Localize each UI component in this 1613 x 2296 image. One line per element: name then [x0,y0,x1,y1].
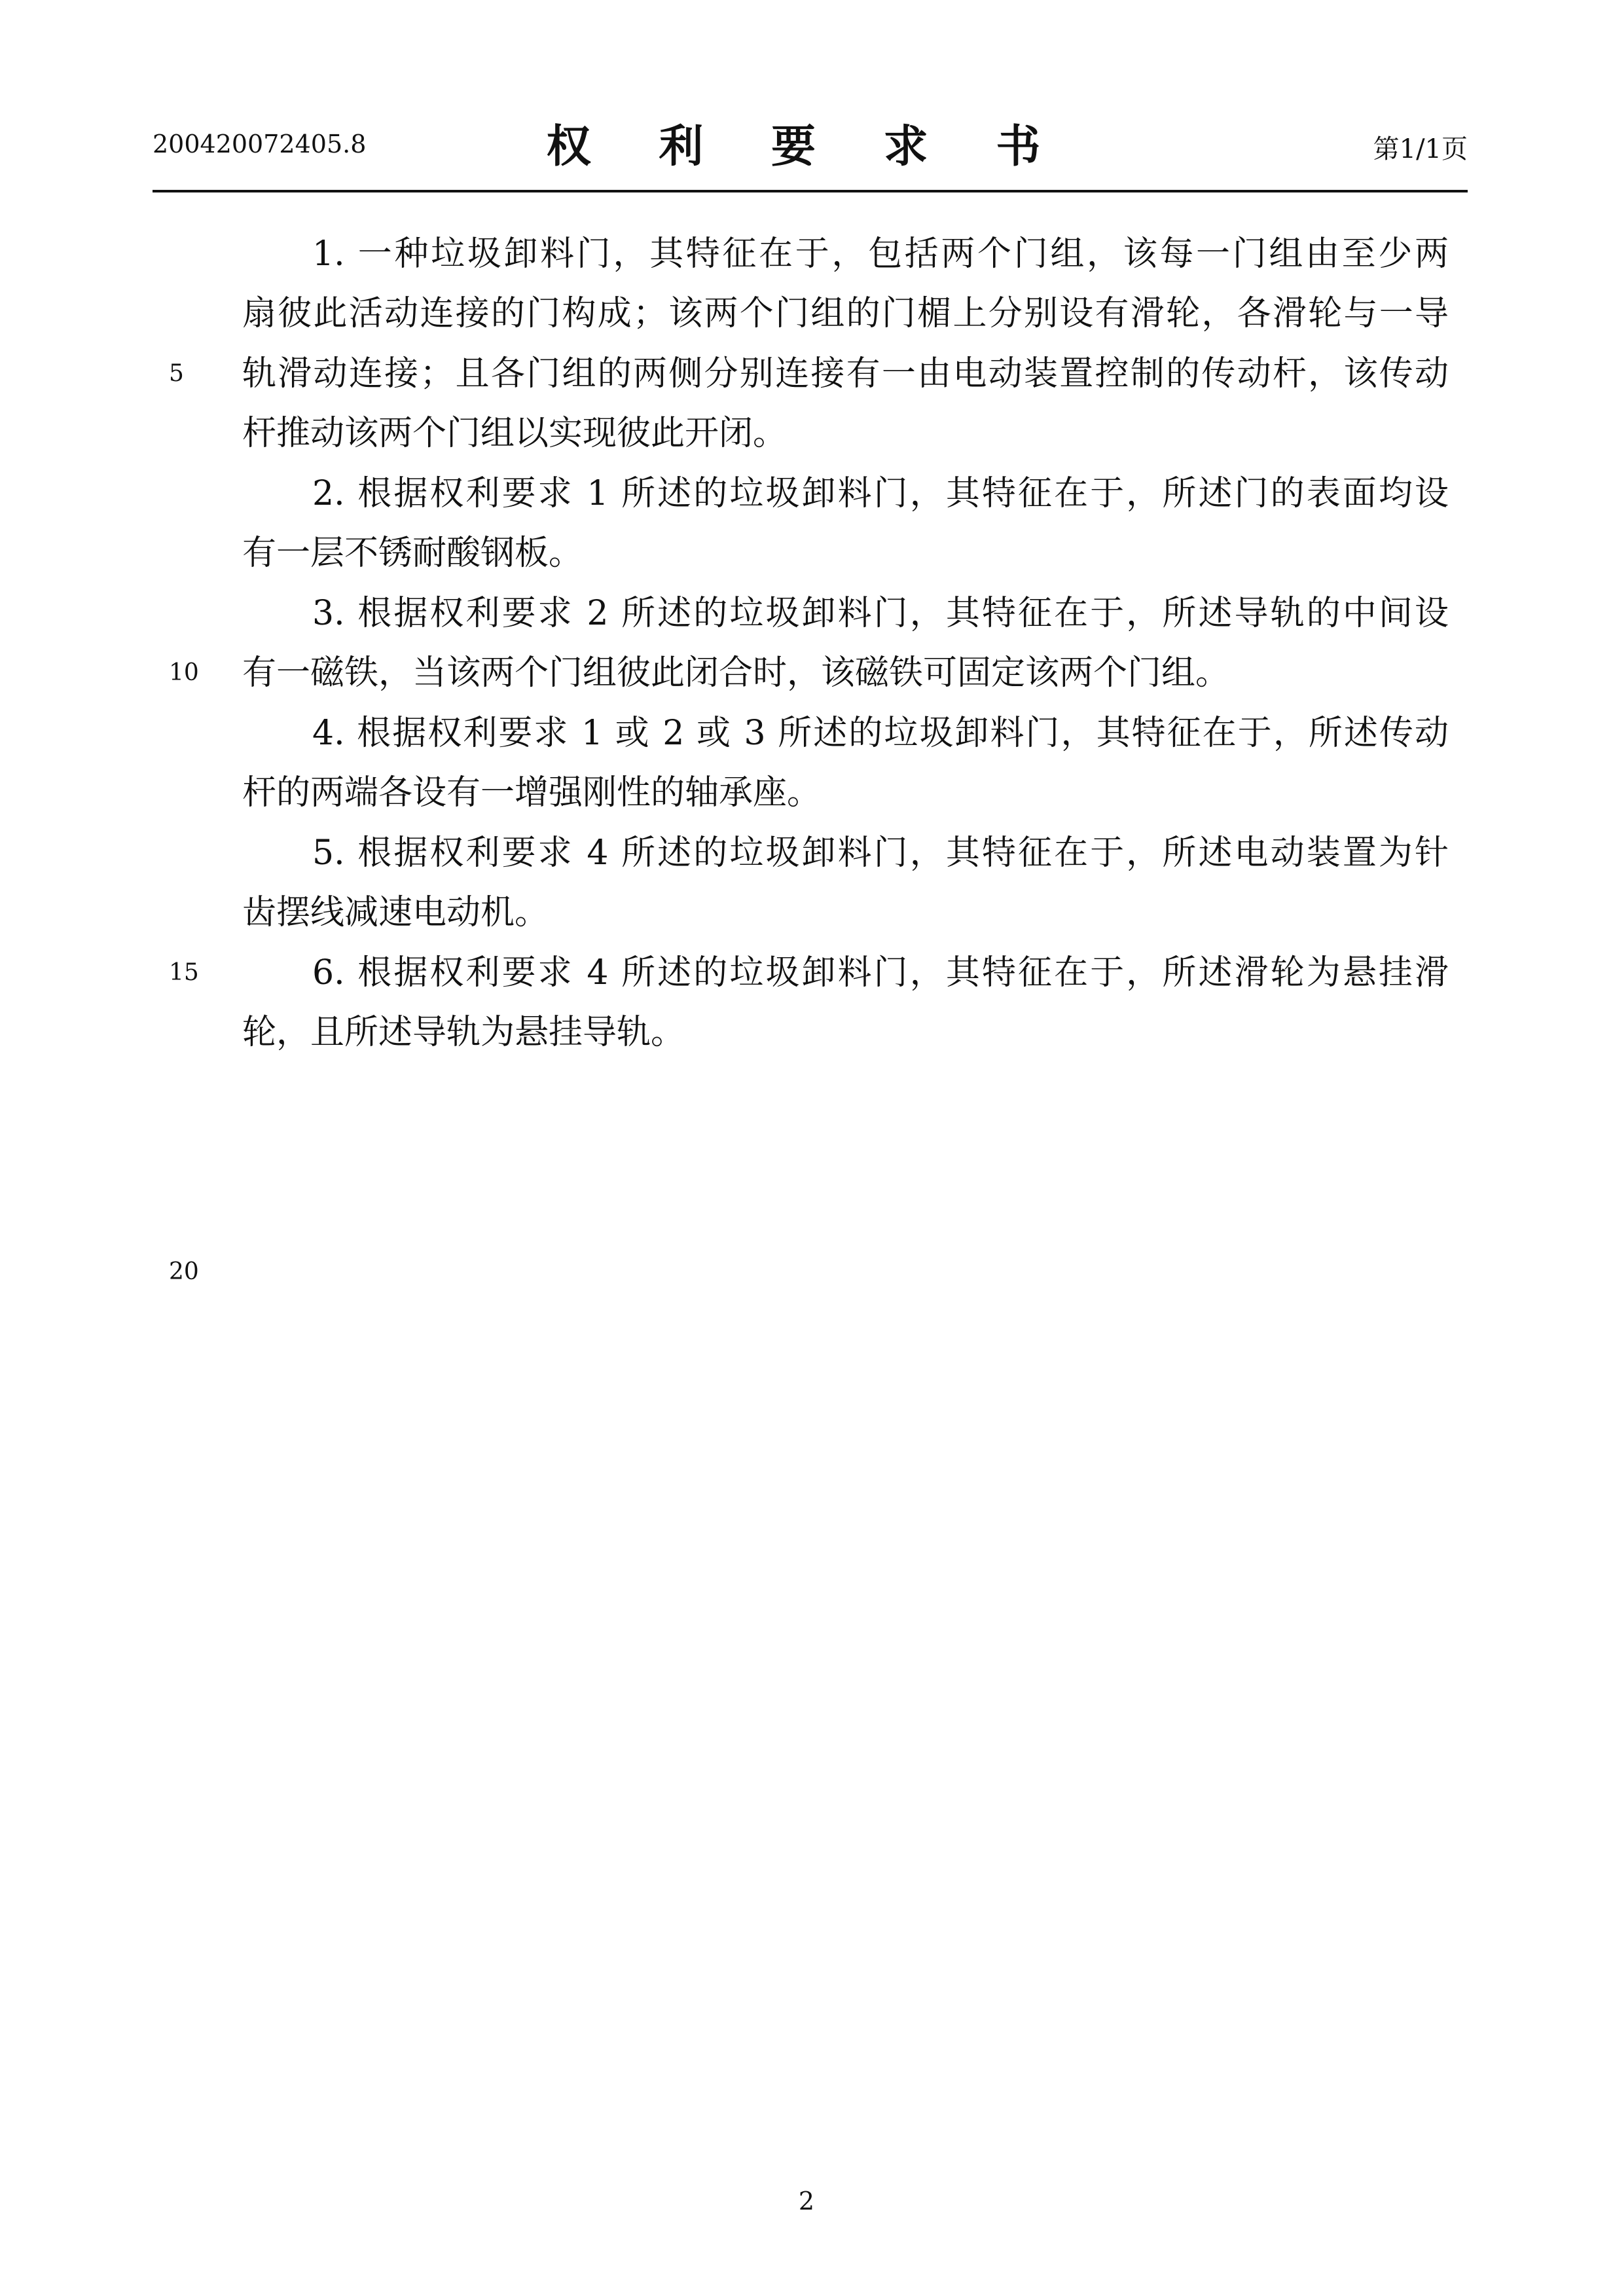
page-indicator: 第1/1页 [1373,134,1468,164]
claim-1-line-4: 杆推动该两个门组以实现彼此开闭。 [242,414,788,453]
claim-5-line-1: 5. 根据权利要求 4 所述的垃圾卸料门，其特征在于，所述电动装置为针 [312,833,1449,873]
claim-6-line-2: 轮，且所述导轨为悬挂导轨。 [242,1013,685,1052]
claim-5-line-2: 齿摆线减速电动机。 [242,893,549,932]
page-number: 2 [798,2187,815,2215]
page-title: 权 利 要 求 书 [546,120,1067,173]
claim-1-line-3: 轨滑动连接；且各门组的两侧分别连接有一由电动装置控制的传动杆，该传动 [242,354,1449,393]
line-number-10: 10 [169,659,199,686]
claim-3-line-1: 3. 根据权利要求 2 所述的垃圾卸料门，其特征在于，所述导轨的中间设 [312,594,1449,633]
header-rule [153,190,1468,192]
line-number-5: 5 [169,360,184,387]
claim-1-line-1: 1. 一种垃圾卸料门，其特征在于，包括两个门组，该每一门组由至少两 [312,234,1449,274]
claim-3-line-2: 有一磁铁，当该两个门组彼此闭合时，该磁铁可固定该两个门组。 [242,653,1230,693]
claim-6-line-1: 6. 根据权利要求 4 所述的垃圾卸料门，其特征在于，所述滑轮为悬挂滑 [312,953,1449,993]
header-application-number: 200420072405.8 [153,130,367,158]
line-number-20: 20 [169,1258,199,1285]
claim-4-line-2: 杆的两端各设有一增强刚性的轴承座。 [242,773,822,812]
line-number-15: 15 [169,959,199,986]
claim-4-line-1: 4. 根据权利要求 1 或 2 或 3 所述的垃圾卸料门，其特征在于，所述传动 [312,714,1449,753]
claim-2-line-1: 2. 根据权利要求 1 所述的垃圾卸料门，其特征在于，所述门的表面均设 [312,474,1449,513]
claim-2-line-2: 有一层不锈耐酸钢板。 [242,534,583,573]
claim-1-line-2: 扇彼此活动连接的门构成；该两个门组的门楣上分别设有滑轮，各滑轮与一导 [242,294,1449,333]
